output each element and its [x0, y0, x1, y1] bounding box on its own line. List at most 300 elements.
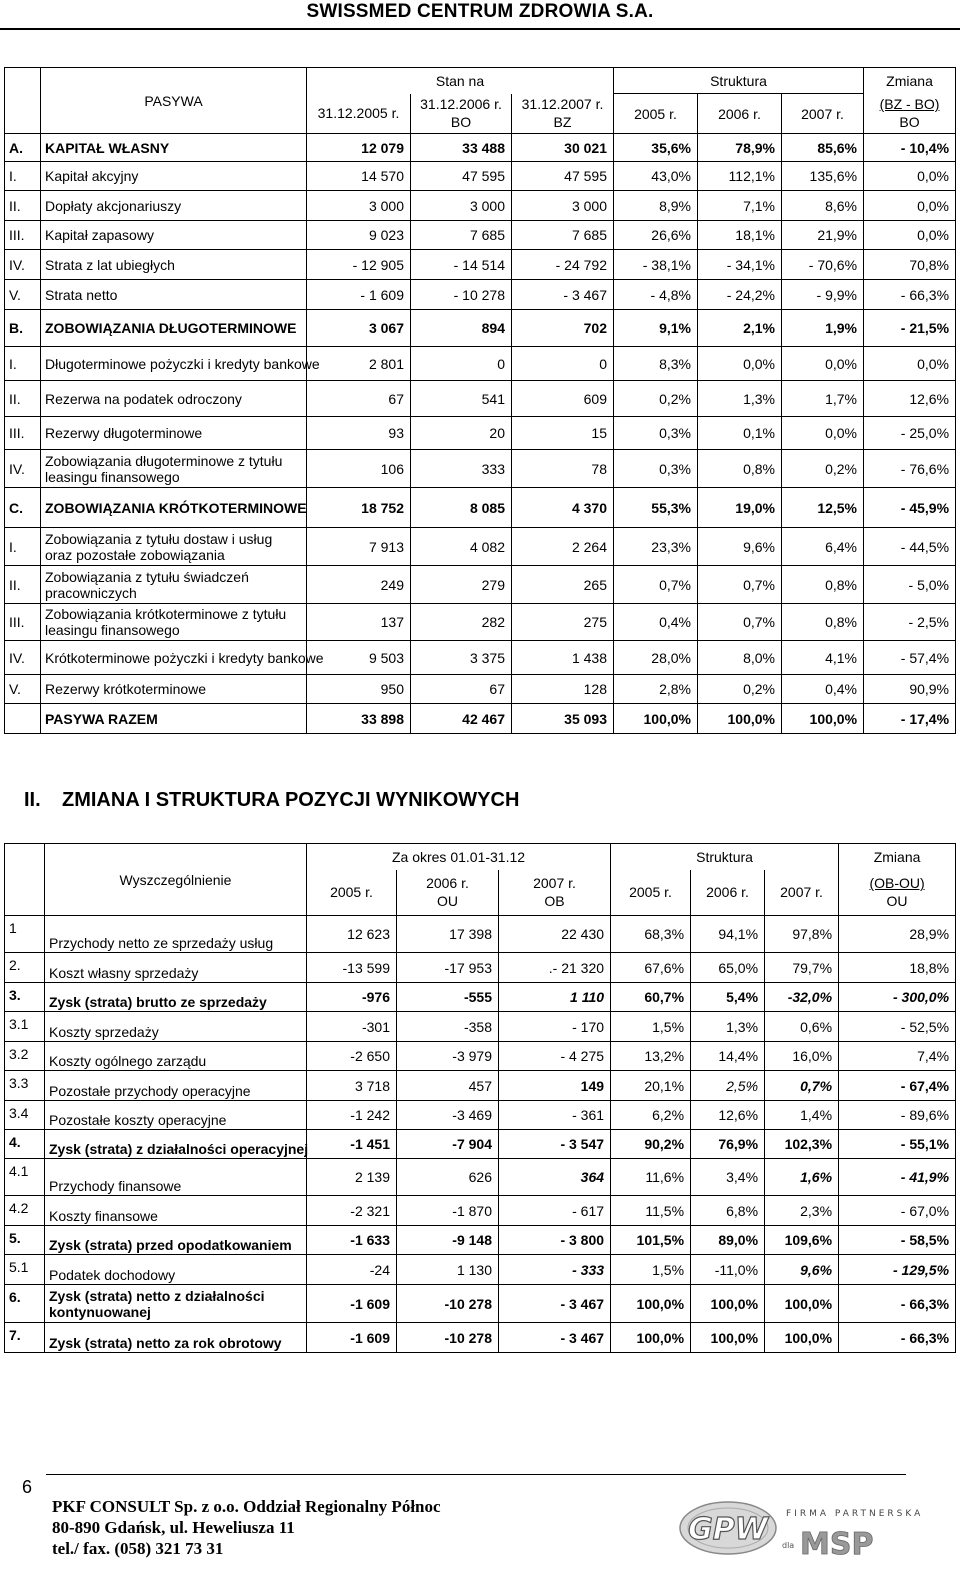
row-value: 1,9%	[782, 310, 864, 347]
row-value: 7,4%	[839, 1042, 956, 1071]
row-value: 42 467	[411, 704, 512, 734]
row-value: 9,6%	[765, 1255, 839, 1285]
row-index: 7.	[5, 1323, 45, 1353]
row-value: 35,6%	[614, 134, 698, 162]
table-row	[5, 191, 956, 221]
row-value: - 2,5%	[864, 604, 956, 641]
row-value: - 25,0%	[864, 417, 956, 450]
table-row	[5, 1255, 956, 1285]
row-value: 1,5%	[611, 1012, 691, 1042]
row-index: C.	[5, 488, 41, 528]
row-value: 102,3%	[765, 1130, 839, 1159]
row-value: 101,5%	[611, 1226, 691, 1255]
logo-dla-text: dla	[782, 1541, 795, 1550]
row-value: 0,0%	[864, 221, 956, 250]
header-2007: 31.12.2007 r. BZ	[512, 94, 614, 134]
row-index: IV.	[5, 641, 41, 675]
row-value: 1,3%	[698, 381, 782, 417]
footer-rule	[46, 1474, 906, 1475]
row-value: -555	[397, 983, 499, 1012]
row-value: 13,2%	[611, 1042, 691, 1071]
row-index	[5, 704, 41, 734]
row-value: 2,3%	[765, 1196, 839, 1226]
row-value: 0,4%	[614, 604, 698, 641]
table-row	[5, 347, 956, 381]
row-value: - 45,9%	[864, 488, 956, 528]
row-value: 100,0%	[765, 1285, 839, 1323]
row-value: 2 264	[512, 528, 614, 566]
row-value: - 170	[499, 1012, 611, 1042]
row-value: 47 595	[411, 162, 512, 191]
row-value: - 5,0%	[864, 566, 956, 604]
row-label: Zysk (strata) brutto ze sprzedaży	[45, 983, 307, 1012]
row-value: 67,6%	[611, 953, 691, 983]
row-label: Przychody finansowe	[45, 1159, 307, 1196]
row-index: B.	[5, 310, 41, 347]
row-value: -10 278	[397, 1323, 499, 1353]
row-label: Koszty finansowe	[45, 1196, 307, 1226]
row-index: I.	[5, 347, 41, 381]
row-value: 100,0%	[765, 1323, 839, 1353]
row-index: 2.	[5, 953, 45, 983]
row-value: 0,2%	[782, 450, 864, 488]
row-value: 0,2%	[698, 675, 782, 704]
row-index: III.	[5, 417, 41, 450]
row-value: 149	[499, 1071, 611, 1101]
row-value: 0,0%	[782, 347, 864, 381]
row-label: Rezerwy krótkoterminowe	[41, 675, 307, 704]
footer-line-1: PKF CONSULT Sp. z o.o. Oddział Regionalny Północ	[52, 1497, 441, 1516]
table-row	[5, 450, 956, 488]
row-value: 0,0%	[698, 347, 782, 381]
row-label: Koszty ogólnego zarządu	[45, 1042, 307, 1071]
row-value: -1 870	[397, 1196, 499, 1226]
row-value: 2,1%	[698, 310, 782, 347]
row-value: 9 503	[307, 641, 411, 675]
row-label: Strata z lat ubiegłych	[41, 250, 307, 280]
row-value: - 3 467	[499, 1285, 611, 1323]
row-value: 1,4%	[765, 1101, 839, 1130]
header-2006: 2006 r. OU	[397, 870, 499, 916]
row-index: 5.1	[5, 1255, 45, 1285]
row-value: 3 067	[307, 310, 411, 347]
row-value: 950	[307, 675, 411, 704]
row-label: Zobowiązania z tytułu dostaw i usług oraz pozostałe zobowiązania	[41, 528, 307, 566]
table-row	[5, 250, 956, 280]
row-value: 3 375	[411, 641, 512, 675]
header-group-zmiana: Zmiana	[864, 68, 956, 94]
row-value: 1,3%	[691, 1012, 765, 1042]
row-value: 0,0%	[864, 347, 956, 381]
row-value: 90,2%	[611, 1130, 691, 1159]
row-value: -10 278	[397, 1285, 499, 1323]
row-value: - 41,9%	[839, 1159, 956, 1196]
row-value: 12,6%	[864, 381, 956, 417]
row-value: 0,2%	[614, 381, 698, 417]
row-value: 89,0%	[691, 1226, 765, 1255]
row-value: -3 979	[397, 1042, 499, 1071]
row-value: 11,5%	[611, 1196, 691, 1226]
row-value: - 129,5%	[839, 1255, 956, 1285]
row-value: - 66,3%	[839, 1285, 956, 1323]
row-value: 100,0%	[691, 1285, 765, 1323]
row-value: 9,6%	[698, 528, 782, 566]
row-value: 78	[512, 450, 614, 488]
row-value: -1 633	[307, 1226, 397, 1255]
row-value: 1 130	[397, 1255, 499, 1285]
row-value: 333	[411, 450, 512, 488]
row-value: - 38,1%	[614, 250, 698, 280]
table-row	[5, 675, 956, 704]
row-value: 97,8%	[765, 916, 839, 953]
row-value: 1,6%	[765, 1159, 839, 1196]
row-value: 0,7%	[614, 566, 698, 604]
row-index: 5.	[5, 1226, 45, 1255]
row-value: 67	[411, 675, 512, 704]
row-value: 85,6%	[782, 134, 864, 162]
header-group-zmiana: Zmiana	[839, 844, 956, 870]
row-index: V.	[5, 280, 41, 310]
header-rule	[0, 28, 960, 30]
row-index: II.	[5, 566, 41, 604]
row-value: - 1 609	[307, 280, 411, 310]
row-value: 8,0%	[698, 641, 782, 675]
row-label: Rezerwa na podatek odroczony	[41, 381, 307, 417]
row-value: 20,1%	[611, 1071, 691, 1101]
row-value: - 24 792	[512, 250, 614, 280]
table-row	[5, 488, 956, 528]
row-label: Zysk (strata) netto z działalności kontynuowanej	[45, 1285, 307, 1323]
row-value: -301	[307, 1012, 397, 1042]
row-index: 3.2	[5, 1042, 45, 1071]
row-value: - 10,4%	[864, 134, 956, 162]
row-value: 279	[411, 566, 512, 604]
row-value: 0,8%	[782, 566, 864, 604]
row-value: 702	[512, 310, 614, 347]
gpw-partner-logo	[678, 1496, 924, 1562]
row-value: 19,0%	[698, 488, 782, 528]
row-value: 2,8%	[614, 675, 698, 704]
row-value: 1 438	[512, 641, 614, 675]
row-label: Kapitał akcyjny	[41, 162, 307, 191]
row-value: - 67,4%	[839, 1071, 956, 1101]
row-value: 7,1%	[698, 191, 782, 221]
row-value: 6,4%	[782, 528, 864, 566]
row-label: Dopłaty akcjonariuszy	[41, 191, 307, 221]
document-header: SWISSMED CENTRUM ZDROWIA S.A.	[306, 1, 654, 22]
row-value: 282	[411, 604, 512, 641]
row-value: - 58,5%	[839, 1226, 956, 1255]
row-value: 70,8%	[864, 250, 956, 280]
table-row	[5, 1159, 956, 1196]
row-value: -32,0%	[765, 983, 839, 1012]
row-label: KAPITAŁ WŁASNY	[41, 134, 307, 162]
row-value: 3 000	[512, 191, 614, 221]
row-value: - 57,4%	[864, 641, 956, 675]
header-struktura-2006: 2006 r.	[698, 94, 782, 134]
row-value: - 70,6%	[782, 250, 864, 280]
row-value: 1 110	[499, 983, 611, 1012]
row-index: IV.	[5, 250, 41, 280]
table-row	[5, 1226, 956, 1255]
row-value: 265	[512, 566, 614, 604]
logo-sub-text: FIRMA PARTNERSKA	[786, 1509, 924, 1519]
table-row	[5, 1285, 956, 1323]
row-index: 4.1	[5, 1159, 45, 1196]
row-value: -2 650	[307, 1042, 397, 1071]
row-index: IV.	[5, 450, 41, 488]
row-value: 68,3%	[611, 916, 691, 953]
row-value: 8 085	[411, 488, 512, 528]
row-value: 0,6%	[765, 1012, 839, 1042]
row-value: 0,7%	[765, 1071, 839, 1101]
row-value: 12,5%	[782, 488, 864, 528]
row-index: III.	[5, 221, 41, 250]
header-group-okres: Za okres 01.01-31.12	[307, 844, 611, 870]
row-label: Pozostałe przychody operacyjne	[45, 1071, 307, 1101]
footer-address	[52, 1496, 441, 1559]
row-value: 2,5%	[691, 1071, 765, 1101]
row-value: 3 718	[307, 1071, 397, 1101]
row-value: 28,0%	[614, 641, 698, 675]
row-value: 60,7%	[611, 983, 691, 1012]
row-value: - 3 800	[499, 1226, 611, 1255]
table-row	[5, 221, 956, 250]
table-row	[5, 1323, 956, 1353]
row-label: PASYWA RAZEM	[41, 704, 307, 734]
row-value: 100,0%	[611, 1285, 691, 1323]
header-struktura-2005: 2005 r.	[611, 870, 691, 916]
wynik-table	[4, 843, 956, 1353]
row-value: 11,6%	[611, 1159, 691, 1196]
row-value: 55,3%	[614, 488, 698, 528]
row-value: 894	[411, 310, 512, 347]
table-row	[5, 280, 956, 310]
row-label: Kapitał zapasowy	[41, 221, 307, 250]
row-value: - 17,4%	[864, 704, 956, 734]
row-value: -3 469	[397, 1101, 499, 1130]
table-row	[5, 641, 956, 675]
row-value: 7 913	[307, 528, 411, 566]
header-struktura-2007: 2007 r.	[765, 870, 839, 916]
row-value: 4 082	[411, 528, 512, 566]
row-value: - 12 905	[307, 250, 411, 280]
row-value: -11,0%	[691, 1255, 765, 1285]
row-label: Zobowiązania krótkoterminowe z tytułu leasingu finansowego	[41, 604, 307, 641]
header-wyszczegolnienie: Wyszczególnienie	[45, 844, 307, 916]
row-value: - 67,0%	[839, 1196, 956, 1226]
row-index: II.	[5, 381, 41, 417]
table-row	[5, 381, 956, 417]
row-value: 128	[512, 675, 614, 704]
row-value: 65,0%	[691, 953, 765, 983]
table-row	[5, 1071, 956, 1101]
row-value: -1 609	[307, 1285, 397, 1323]
row-value: 43,0%	[614, 162, 698, 191]
row-label: Zobowiązania z tytułu świadczeń pracowniczych	[41, 566, 307, 604]
row-value: 609	[512, 381, 614, 417]
row-value: 0,0%	[864, 162, 956, 191]
row-index: A.	[5, 134, 41, 162]
row-value: 76,9%	[691, 1130, 765, 1159]
row-value: - 14 514	[411, 250, 512, 280]
row-value: 100,0%	[698, 704, 782, 734]
pasywa-table	[4, 67, 956, 734]
header-2006: 31.12.2006 r. BO	[411, 94, 512, 134]
row-value: 15	[512, 417, 614, 450]
row-value: 18,8%	[839, 953, 956, 983]
row-index: I.	[5, 528, 41, 566]
row-label: ZOBOWIĄZANIA DŁUGOTERMINOWE	[41, 310, 307, 347]
row-value: 0	[411, 347, 512, 381]
row-value: 47 595	[512, 162, 614, 191]
row-value: -13 599	[307, 953, 397, 983]
table-row	[5, 983, 956, 1012]
row-value: 100,0%	[691, 1323, 765, 1353]
row-index: 4.	[5, 1130, 45, 1159]
row-label: Krótkoterminowe pożyczki i kredyty bankowe	[41, 641, 307, 675]
header-group-struktura: Struktura	[611, 844, 839, 870]
header-idx-cell	[5, 68, 41, 134]
row-value: 0,8%	[782, 604, 864, 641]
row-value: 6,8%	[691, 1196, 765, 1226]
row-label: Przychody netto ze sprzedaży usług	[45, 916, 307, 953]
row-value: 79,7%	[765, 953, 839, 983]
table-row	[5, 310, 956, 347]
row-value: - 24,2%	[698, 280, 782, 310]
row-value: -24	[307, 1255, 397, 1285]
row-value: 94,1%	[691, 916, 765, 953]
row-value: 0,3%	[614, 450, 698, 488]
row-value: -7 904	[397, 1130, 499, 1159]
row-value: - 3 467	[499, 1323, 611, 1353]
row-label: Zysk (strata) netto za rok obrotowy	[45, 1323, 307, 1353]
row-value: - 3 467	[512, 280, 614, 310]
row-value: 14,4%	[691, 1042, 765, 1071]
footer-line-3: tel./ fax. (058) 321 73 31	[52, 1539, 224, 1558]
table-row	[5, 134, 956, 162]
row-value: 17 398	[397, 916, 499, 953]
header-2005: 2005 r.	[307, 870, 397, 916]
row-value: 626	[397, 1159, 499, 1196]
row-label: Rezerwy długoterminowe	[41, 417, 307, 450]
row-index: 4.2	[5, 1196, 45, 1226]
row-value: 0,7%	[698, 604, 782, 641]
row-value: 22 430	[499, 916, 611, 953]
table-row	[5, 604, 956, 641]
row-label: Podatek dochodowy	[45, 1255, 307, 1285]
row-value: 12 623	[307, 916, 397, 953]
table-row	[5, 417, 956, 450]
row-value: 4,1%	[782, 641, 864, 675]
header-struktura-2006: 2006 r.	[691, 870, 765, 916]
row-value: 14 570	[307, 162, 411, 191]
row-value: 2 801	[307, 347, 411, 381]
row-value: 3 000	[307, 191, 411, 221]
row-value: 7 685	[512, 221, 614, 250]
row-value: - 9,9%	[782, 280, 864, 310]
row-value: 7 685	[411, 221, 512, 250]
row-value: 0,4%	[782, 675, 864, 704]
row-value: - 66,3%	[864, 280, 956, 310]
row-value: - 34,1%	[698, 250, 782, 280]
row-value: -976	[307, 983, 397, 1012]
row-value: 100,0%	[611, 1323, 691, 1353]
row-index: 3.3	[5, 1071, 45, 1101]
row-index: I.	[5, 162, 41, 191]
row-value: - 617	[499, 1196, 611, 1226]
row-value: 35 093	[512, 704, 614, 734]
row-index: 3.4	[5, 1101, 45, 1130]
logo-gpw-text: GPW	[688, 1512, 768, 1547]
row-index: 3.1	[5, 1012, 45, 1042]
row-index: 1	[5, 916, 45, 953]
row-value: 9 023	[307, 221, 411, 250]
row-label: Strata netto	[41, 280, 307, 310]
table-row	[5, 162, 956, 191]
row-value: - 55,1%	[839, 1130, 956, 1159]
row-value: 1,5%	[611, 1255, 691, 1285]
row-label: Długoterminowe pożyczki i kredyty bankowe	[41, 347, 307, 381]
row-value: 23,3%	[614, 528, 698, 566]
row-value: 30 021	[512, 134, 614, 162]
row-value: - 21,5%	[864, 310, 956, 347]
row-value: 275	[512, 604, 614, 641]
row-value: 78,9%	[698, 134, 782, 162]
row-value: - 4,8%	[614, 280, 698, 310]
row-index: III.	[5, 604, 41, 641]
row-value: 1,7%	[782, 381, 864, 417]
row-value: 0,7%	[698, 566, 782, 604]
row-value: - 300,0%	[839, 983, 956, 1012]
row-label: Zysk (strata) z działalności operacyjnej	[45, 1130, 307, 1159]
row-value: 0,3%	[614, 417, 698, 450]
row-value: - 44,5%	[864, 528, 956, 566]
row-index: II.	[5, 191, 41, 221]
header-struktura-2005: 2005 r.	[614, 94, 698, 134]
row-value: -1 451	[307, 1130, 397, 1159]
header-group-struktura: Struktura	[614, 68, 864, 94]
row-value: 12 079	[307, 134, 411, 162]
table-row	[5, 1196, 956, 1226]
row-label: Koszty sprzedaży	[45, 1012, 307, 1042]
header-pasywa: PASYWA	[41, 68, 307, 134]
row-value: 541	[411, 381, 512, 417]
row-value: - 66,3%	[839, 1323, 956, 1353]
row-value: - 361	[499, 1101, 611, 1130]
row-index: V.	[5, 675, 41, 704]
row-value: 33 898	[307, 704, 411, 734]
header-struktura-2007: 2007 r.	[782, 94, 864, 134]
row-value: -17 953	[397, 953, 499, 983]
row-value: 8,3%	[614, 347, 698, 381]
row-value: 0,1%	[698, 417, 782, 450]
row-value: 26,6%	[614, 221, 698, 250]
row-value: 0,8%	[698, 450, 782, 488]
row-value: 8,6%	[782, 191, 864, 221]
row-value: 100,0%	[614, 704, 698, 734]
row-value: 106	[307, 450, 411, 488]
row-value: 457	[397, 1071, 499, 1101]
row-value: -1 609	[307, 1323, 397, 1353]
row-value: 18,1%	[698, 221, 782, 250]
row-value: -1 242	[307, 1101, 397, 1130]
section-title: II. ZMIANA I STRUKTURA POZYCJI WYNIKOWYCH	[24, 789, 520, 811]
row-value: 67	[307, 381, 411, 417]
row-value: 21,9%	[782, 221, 864, 250]
table-row	[5, 1101, 956, 1130]
table-row	[5, 566, 956, 604]
